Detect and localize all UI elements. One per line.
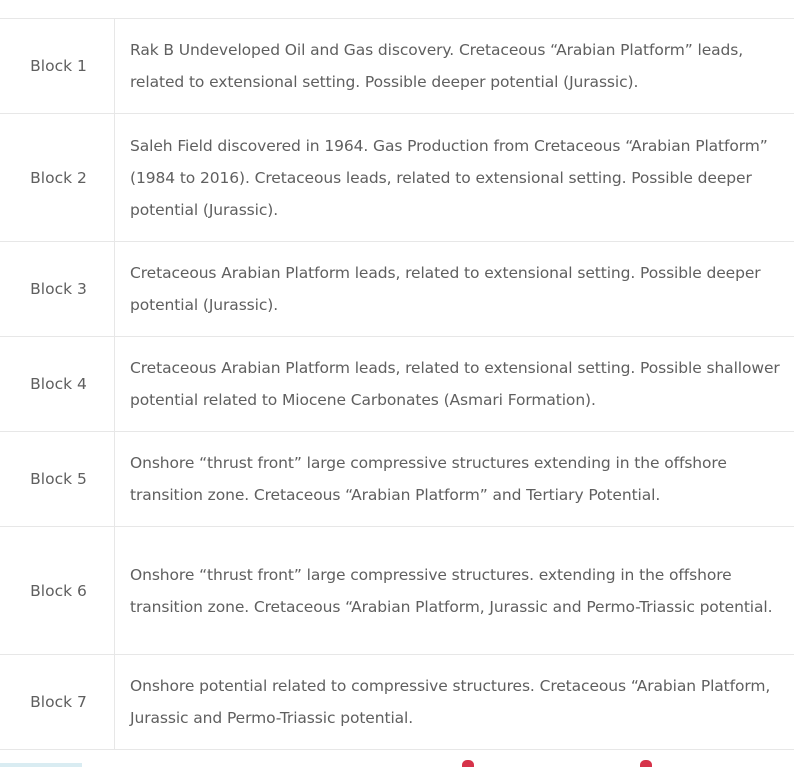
block-name-cell: Block 1 xyxy=(0,19,115,114)
table-row xyxy=(0,114,794,242)
table-row xyxy=(0,527,794,655)
block-description-cell: Cretaceous Arabian Platform leads, related to extensional setting. Possible shallower potential related to Miocene Carbonates (Asmari Formation). xyxy=(115,337,795,432)
block-name-cell: Block 5 xyxy=(0,432,115,527)
table-row xyxy=(0,242,794,337)
block-name-cell: Block 7 xyxy=(0,655,115,750)
block-name-cell: Block 2 xyxy=(0,114,115,242)
block-name-cell: Block 4 xyxy=(0,337,115,432)
bottom-cutoff-accent xyxy=(462,760,474,767)
bottom-cutoff-bar xyxy=(0,763,82,767)
bottom-cutoff-accent xyxy=(640,760,652,767)
block-name-cell: Block 3 xyxy=(0,242,115,337)
table-row xyxy=(0,432,794,527)
blocks-table xyxy=(0,18,794,750)
block-description-cell: Saleh Field discovered in 1964. Gas Production from Cretaceous “Arabian Platform” (1984 to 2016). Cretaceous leads, related to extensional setting. Possible deeper potential (Jurassic). xyxy=(115,114,795,242)
block-description-cell: Onshore “thrust front” large compressive structures. extending in the offshore transition zone. Cretaceous “Arabian Platform, Jurassic and Permo-Triassic potential. xyxy=(115,527,795,655)
block-description-cell: Rak B Undeveloped Oil and Gas discovery. Cretaceous “Arabian Platform” leads, related to extensional setting. Possible deeper potential (Jurassic). xyxy=(115,19,795,114)
block-description-cell: Onshore potential related to compressive structures. Cretaceous “Arabian Platform, Jurassic and Permo-Triassic potential. xyxy=(115,655,795,750)
block-name-cell: Block 6 xyxy=(0,527,115,655)
block-description-cell: Cretaceous Arabian Platform leads, related to extensional setting. Possible deeper potential (Jurassic). xyxy=(115,242,795,337)
block-description-cell: Onshore “thrust front” large compressive structures extending in the offshore transition zone. Cretaceous “Arabian Platform” and Tertiary Potential. xyxy=(115,432,795,527)
table-row xyxy=(0,19,794,114)
table-row xyxy=(0,655,794,750)
table-row xyxy=(0,337,794,432)
